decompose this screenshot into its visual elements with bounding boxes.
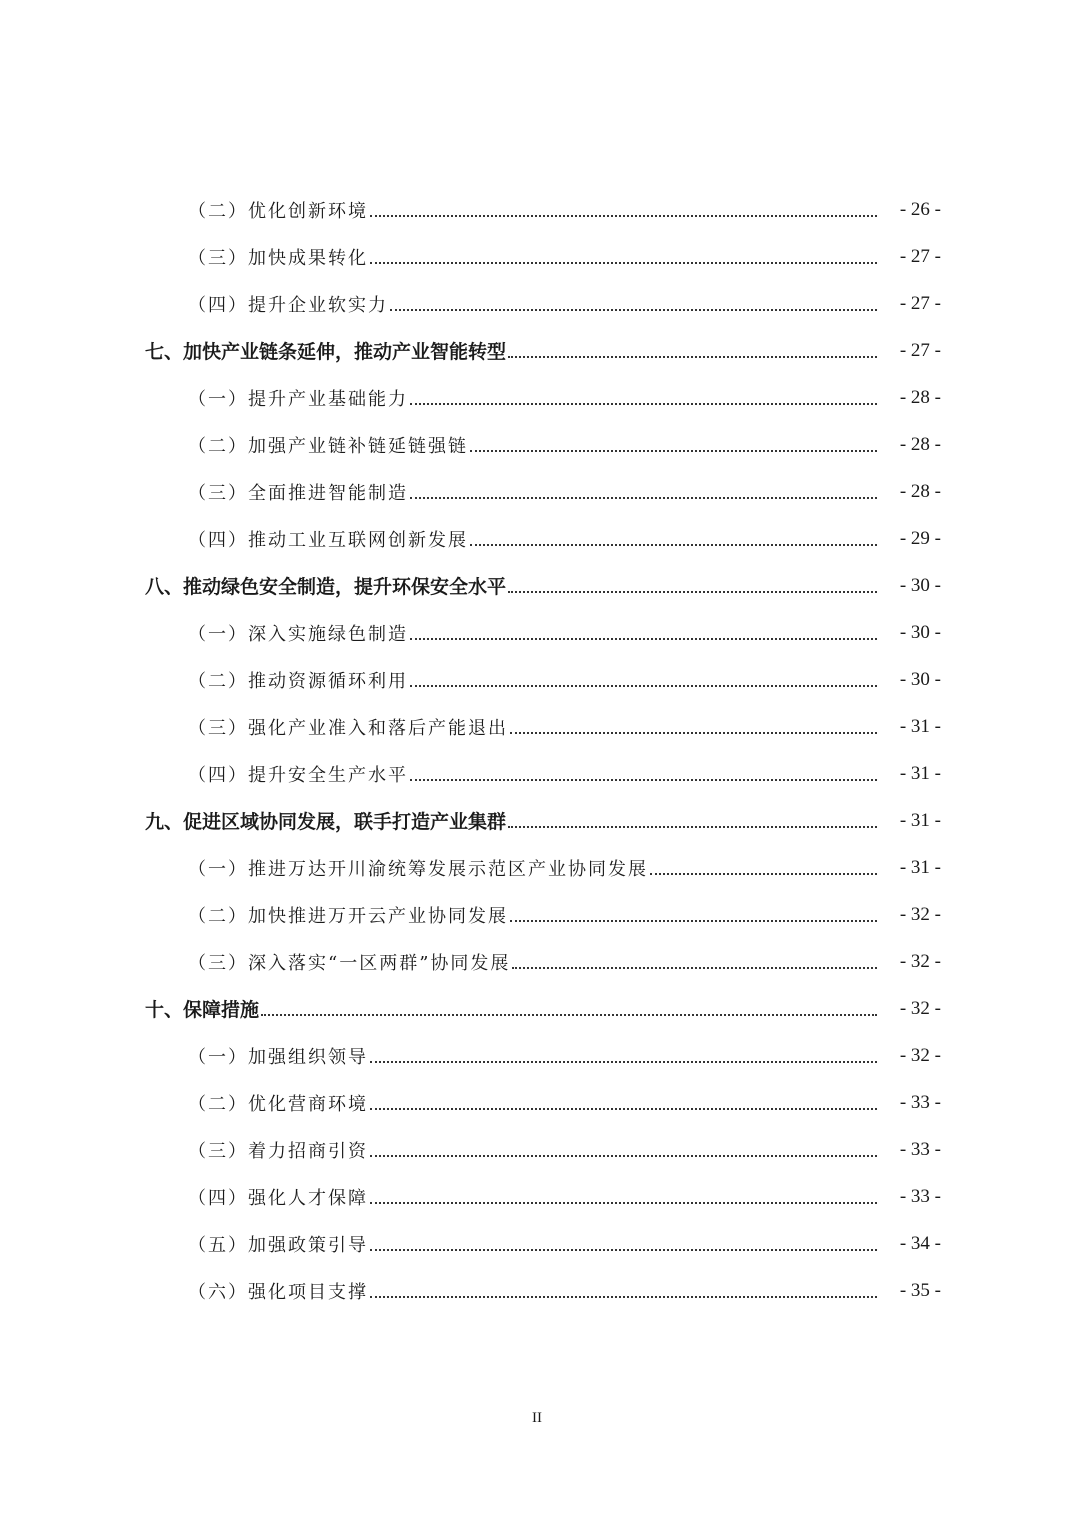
toc-entry-page-number: - 26 - [899,198,941,220]
toc-entry-title: （二）推动资源循环利用 [188,670,408,692]
toc-section-entry[interactable] [0,750,1074,797]
toc-dot-leader [370,1296,877,1298]
toc-section-entry[interactable] [0,515,1074,562]
toc-dot-leader [470,544,877,546]
toc-section-entry[interactable] [0,421,1074,468]
toc-entry-page-number: - 33 - [899,1091,941,1113]
toc-section-entry[interactable] [0,703,1074,750]
toc-entry-page-number: - 33 - [899,1138,941,1160]
toc-entry-title: 七、加快产业链条延伸，推动产业智能转型 [145,341,507,363]
toc-entry-title: （六）强化项目支撑 [188,1281,368,1303]
toc-entry-page-number: - 32 - [899,950,941,972]
toc-entry-title: （三）全面推进智能制造 [188,482,408,504]
toc-dot-leader [508,826,877,828]
toc-entry-page-number: - 31 - [899,715,941,737]
toc-section-entry[interactable] [0,233,1074,280]
toc-dot-leader [410,779,877,781]
toc-dot-leader [370,1202,877,1204]
toc-dot-leader [370,215,877,217]
toc-entry-page-number: - 28 - [899,433,941,455]
toc-section-entry[interactable] [0,1126,1074,1173]
toc-section-entry[interactable] [0,609,1074,656]
toc-entry-page-number: - 31 - [899,809,941,831]
toc-entry-title: （二）加强产业链补链延链强链 [188,435,468,457]
toc-entry-title: 九、促进区域协同发展，联手打造产业集群 [145,811,507,833]
toc-dot-leader [510,920,877,922]
toc-dot-leader [650,873,877,875]
toc-chapter-entry[interactable] [0,985,1074,1032]
toc-entry-page-number: - 27 - [899,245,941,267]
toc-dot-leader [370,1108,877,1110]
toc-dot-leader [410,403,877,405]
toc-entry-page-number: - 34 - [899,1232,941,1254]
table-of-contents [0,186,1074,1314]
page-number: II [532,1410,542,1426]
toc-chapter-entry[interactable] [0,327,1074,374]
toc-entry-title: （三）着力招商引资 [188,1140,368,1162]
toc-entry-page-number: - 32 - [899,903,941,925]
toc-entry-page-number: - 28 - [899,480,941,502]
toc-entry-title: （二）加快推进万开云产业协同发展 [188,905,508,927]
toc-entry-title: （五）加强政策引导 [188,1234,368,1256]
toc-entry-title: （二）优化创新环境 [188,200,368,222]
toc-dot-leader [470,450,877,452]
toc-entry-title: （一）加强组织领导 [188,1046,368,1068]
toc-section-entry[interactable] [0,656,1074,703]
toc-dot-leader [512,967,877,969]
toc-entry-title: （四）推动工业互联网创新发展 [188,529,468,551]
toc-section-entry[interactable] [0,1220,1074,1267]
toc-section-entry[interactable] [0,891,1074,938]
toc-dot-leader [390,309,877,311]
toc-dot-leader [370,1155,877,1157]
toc-entry-page-number: - 27 - [899,339,941,361]
toc-section-entry[interactable] [0,938,1074,985]
toc-entry-title: 八、推动绿色安全制造，提升环保安全水平 [145,576,507,598]
toc-dot-leader [508,591,877,593]
toc-dot-leader [508,356,877,358]
toc-entry-title: （三）加快成果转化 [188,247,368,269]
toc-entry-page-number: - 27 - [899,292,941,314]
toc-section-entry[interactable] [0,1173,1074,1220]
toc-section-entry[interactable] [0,844,1074,891]
toc-entry-title: 十、保障措施 [145,999,260,1021]
toc-dot-leader [261,1014,877,1016]
toc-entry-page-number: - 35 - [899,1279,941,1301]
toc-entry-page-number: - 30 - [899,621,941,643]
toc-section-entry[interactable] [0,1032,1074,1079]
toc-section-entry[interactable] [0,186,1074,233]
toc-dot-leader [410,685,877,687]
toc-entry-title: （四）提升企业软实力 [188,294,388,316]
toc-section-entry[interactable] [0,374,1074,421]
toc-entry-title: （三）强化产业准入和落后产能退出 [188,717,508,739]
toc-entry-title: （四）提升安全生产水平 [188,764,408,786]
toc-dot-leader [370,1249,877,1251]
toc-entry-title: （一）提升产业基础能力 [188,388,408,410]
toc-entry-page-number: - 28 - [899,386,941,408]
toc-dot-leader [370,262,877,264]
toc-section-entry[interactable] [0,1079,1074,1126]
toc-dot-leader [510,732,877,734]
toc-entry-page-number: - 32 - [899,997,941,1019]
toc-entry-page-number: - 29 - [899,527,941,549]
toc-entry-title: （一）推进万达开川渝统筹发展示范区产业协同发展 [188,858,648,880]
toc-chapter-entry[interactable] [0,562,1074,609]
toc-entry-page-number: - 33 - [899,1185,941,1207]
toc-entry-page-number: - 30 - [899,668,941,690]
toc-entry-title: （四）强化人才保障 [188,1187,368,1209]
toc-entry-title: （二）优化营商环境 [188,1093,368,1115]
toc-dot-leader [410,638,877,640]
toc-chapter-entry[interactable] [0,797,1074,844]
toc-entry-page-number: - 30 - [899,574,941,596]
toc-entry-page-number: - 31 - [899,856,941,878]
toc-section-entry[interactable] [0,468,1074,515]
toc-entry-title: （三）深入落实“一区两群”协同发展 [188,952,511,974]
toc-section-entry[interactable] [0,280,1074,327]
toc-section-entry[interactable] [0,1267,1074,1314]
toc-entry-page-number: - 32 - [899,1044,941,1066]
toc-dot-leader [370,1061,877,1063]
toc-dot-leader [410,497,877,499]
toc-entry-title: （一）深入实施绿色制造 [188,623,408,645]
toc-entry-page-number: - 31 - [899,762,941,784]
